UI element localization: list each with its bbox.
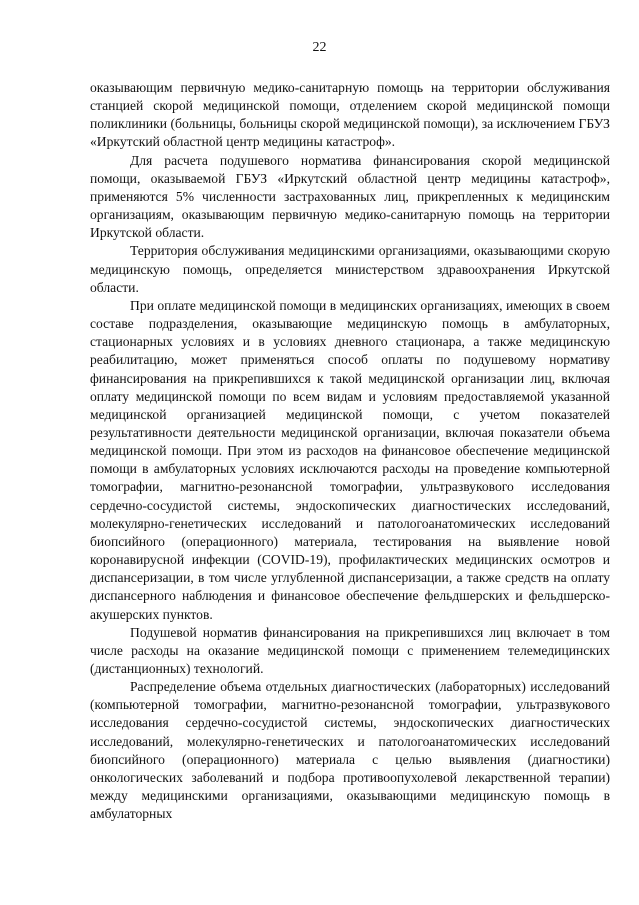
paragraph-service-territory: Территория обслуживания медицинскими организациями, оказывающими скорую медицинскую помощь, определяется министерством здравоохранения Иркутской области. — [90, 243, 610, 295]
page-number: 22 — [312, 40, 327, 55]
paragraph-payment-method: При оплате медицинской помощи в медицинских организациях, имеющих в своем составе подразделения, оказывающие медицинскую помощь в амбулаторных, стационарных условиях и в условиях дневного стационара, а также медицинскую реабилитацию, может применяться способ оплаты по подушевому нормативу финансирования на прикрепившихся к такой медицинской организации лиц, включая оплату медицинской помощи по всем видам и условиям предоставляемой указанной медицинской организацией медицинской помощи, с учетом показателей результативности деятельности медицинской организации, включая показатели объема медицинской помощи. При этом из расходов на финансовое обеспечение медицинской помощи в амбулаторных условиях исключаются расходы на проведение компьютерной томографии, магнитно-резонансной томографии, ультразвукового исследования сердечно-сосудистой системы, эндоскопических диагностических исследований, молекулярно-генетических исследований и патологоанатомических исследований биопсийного (операционного) материала, тестирования на выявление новой коронавирусной инфекции (COVID-19), профилактических медицинских осмотров и диспансеризации, в том числе углубленной диспансеризации, а также средств на оплату диспансерного наблюдения и финансовое обеспечение фельдшерских и фельдшерско-акушерских пунктов. — [90, 297, 610, 622]
paragraph-continuation: оказывающим первичную медико-санитарную помощь на территории обслуживания станцией скорой медицинской помощи, отделением скорой медицинской помощи поликлиники (больницы, больницы скорой медицинской помощи), за исключением ГБУЗ «Иркутский областной центр медицины катастроф». — [90, 80, 610, 150]
paragraph-per-capita-ambulance: Для расчета подушевого норматива финансирования скорой медицинской помощи, оказываемой ГБУЗ «Иркутский областной центр медицины катастроф», применяются 5% численности застрахованных лиц, прикрепленных к медицинским организациям, оказывающим первичную медико-санитарную помощь на территории Иркутской области. — [90, 152, 610, 241]
paragraph-telemedicine: Подушевой норматив финансирования на прикрепившихся лиц включает в том числе расходы на оказание медицинской помощи с применением телемедицинских (дистанционных) технологий. — [90, 624, 610, 676]
document-body — [90, 79, 610, 823]
paragraph-diagnostics-distribution: Распределение объема отдельных диагностических (лабораторных) исследований (компьютерной томографии, магнитно-резонансной томографии, ультразвукового исследования сердечно-сосудистой системы, эндоскопических диагностических исследований, молекулярно-генетических и патологоанатомических исследований биопсийного (операционного) материала с целью выявления (диагностики) онкологических заболеваний и подбора противоопухолевой лекарственной терапии) между медицинскими организациями, оказывающими медицинскую помощь в амбулаторных — [90, 679, 610, 822]
